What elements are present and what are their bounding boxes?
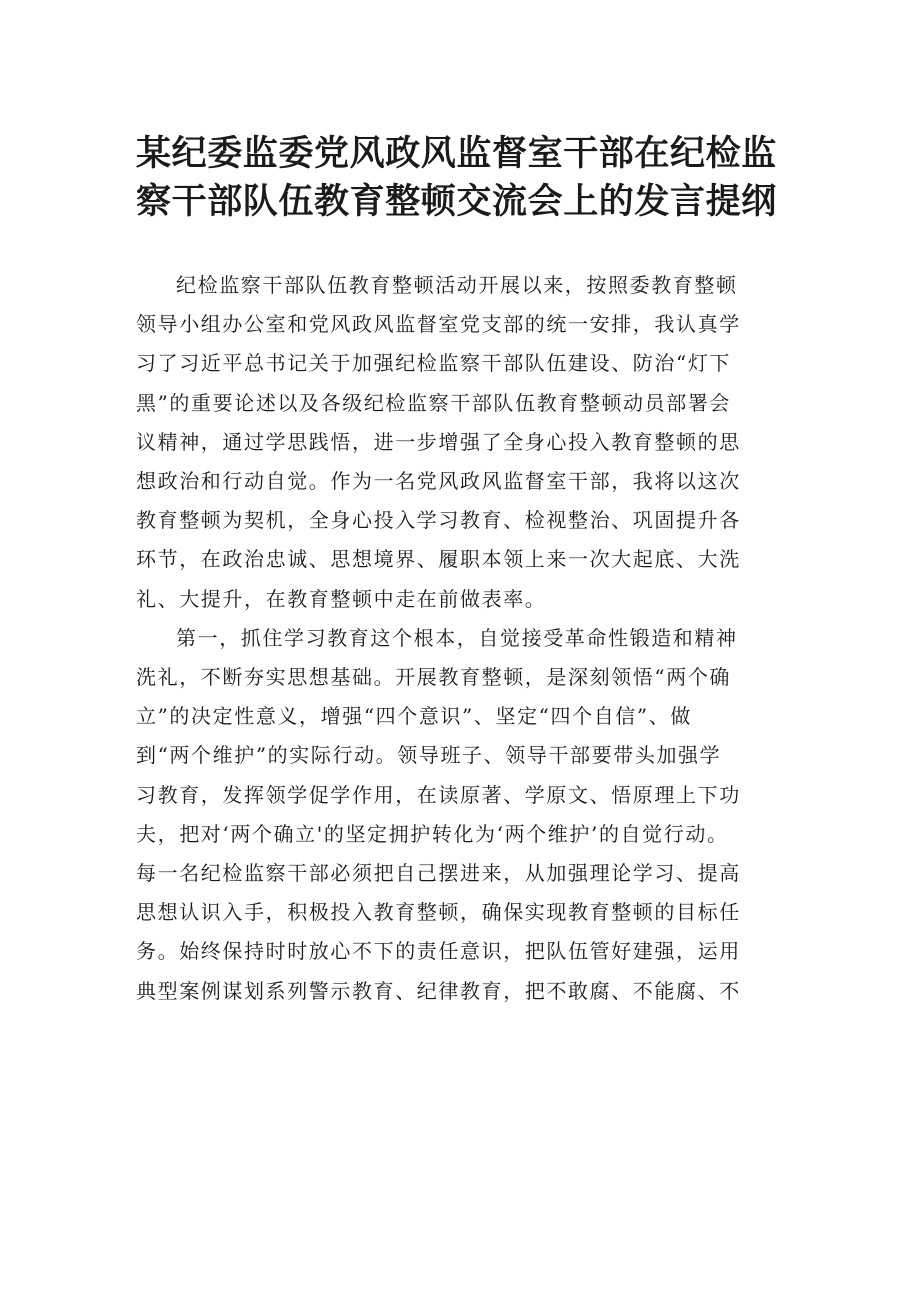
text-line: 洗礼，不断夯实思想基础。开展教育整顿，是深刻领悟“两个确 — [136, 665, 732, 690]
text-line: 想政治和行动自觉。作为一名党风政风监督室干部，我将以这次 — [136, 469, 741, 494]
text-line: 思想认识入手，积极投入教育整顿，确保实现教育整顿的目标任 — [136, 900, 741, 925]
text-line: 纪检监察干部队伍教育整顿活动开展以来，按照委教育整顿 — [176, 273, 738, 297]
text-line: 习教育，发挥领学促学作用，在读原著、学原文、悟原理上下功 — [136, 782, 741, 807]
text-line: 环节，在政治忠诚、思想境界、履职本领上来一次大起底、大洗 — [136, 547, 741, 572]
text-line: 到“两个维护”的实际行动。领导班子、领导干部要带头加强学 — [136, 743, 722, 768]
text-line: 第一，抓住学习教育这个根本，自觉接受革命性锻造和精神 — [176, 625, 738, 650]
text-line: 领导小组办公室和党风政风监督室党支部的统一安排，我认真学 — [136, 312, 741, 337]
text-line: 礼、大提升，在教育整顿中走在前做表率。 — [136, 586, 547, 611]
paragraph-intro — [136, 266, 796, 619]
text-line: 立”的决定性意义，增强“四个意识”、坚定“四个自信”、做 — [136, 704, 692, 729]
text-line: 典型案例谋划系列警示教育、纪律教育，把不敢腐、不能腐、不 — [136, 978, 741, 1003]
text-line: 每一名纪检监察干部必须把自己摆进来，从加强理论学习、提高 — [136, 861, 741, 886]
text-line: 习了习近平总书记关于加强纪检监察干部队伍建设、防治“灯下 — [136, 351, 732, 376]
document-title-line-1: 某纪委监委党风政风监督室干部在纪检监 — [136, 134, 777, 174]
text-line: 议精神，通过学思践悟，进一步增强了全身心投入教育整顿的思 — [136, 429, 741, 454]
paragraph-first-point — [136, 619, 796, 1011]
document-body — [136, 266, 796, 1011]
text-line: 黑”的重要论述以及各级纪检监察干部队伍教育整顿动员部署会 — [136, 390, 732, 415]
text-line: 务。始终保持时时放心不下的责任意识，把队伍管好建强，运用 — [136, 939, 741, 964]
document-title-line-2: 察干部队伍教育整顿交流会上的发言提纲 — [136, 182, 777, 222]
text-line: 夫，把对‘两个确立'的坚定拥护转化为‘两个维护’的自觉行动。 — [136, 821, 729, 846]
text-line: 教育整顿为契机，全身心投入学习教育、检视整治、巩固提升各 — [136, 508, 741, 533]
